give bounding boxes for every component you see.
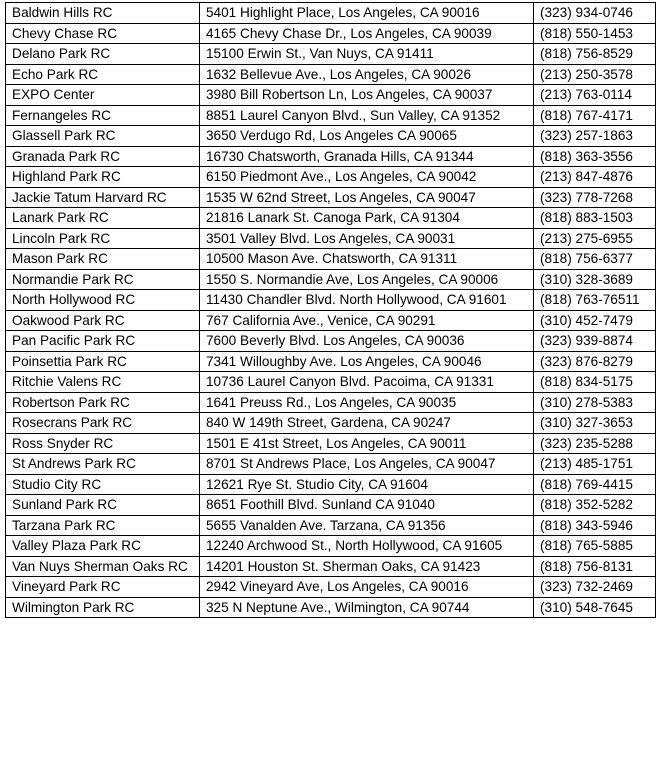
table-row [6,105,656,126]
phone-cell: (818) 767-4171 [534,105,656,126]
center-name-cell: Granada Park RC [6,146,200,167]
address-cell: 3501 Valley Blvd. Los Angeles, CA 90031 [200,228,534,249]
center-name-cell: EXPO Center [6,85,200,106]
phone-cell: (818) 343-5946 [534,515,656,536]
table-row [6,331,656,352]
center-name-cell: Van Nuys Sherman Oaks RC [6,556,200,577]
table-row [6,372,656,393]
phone-cell: (213) 847-4876 [534,167,656,188]
phone-cell: (818) 756-6377 [534,249,656,270]
table-row [6,433,656,454]
phone-cell: (818) 352-5282 [534,495,656,516]
address-cell: 21816 Lanark St. Canoga Park, CA 91304 [200,208,534,229]
address-cell: 15100 Erwin St., Van Nuys, CA 91411 [200,44,534,65]
address-cell: 12240 Archwood St., North Hollywood, CA 91605 [200,536,534,557]
center-name-cell: Mason Park RC [6,249,200,270]
center-name-cell: Pan Pacific Park RC [6,331,200,352]
address-cell: 14201 Houston St. Sherman Oaks, CA 91423 [200,556,534,577]
recreation-centers-table [5,2,656,618]
phone-cell: (818) 756-8529 [534,44,656,65]
center-name-cell: Jackie Tatum Harvard RC [6,187,200,208]
center-name-cell: Oakwood Park RC [6,310,200,331]
center-name-cell: Highland Park RC [6,167,200,188]
center-name-cell: Tarzana Park RC [6,515,200,536]
address-cell: 5655 Vanalden Ave. Tarzana, CA 91356 [200,515,534,536]
table-row [6,474,656,495]
phone-cell: (818) 883-1503 [534,208,656,229]
table-row [6,249,656,270]
phone-cell: (323) 934-0746 [534,3,656,24]
phone-cell: (323) 876-8279 [534,351,656,372]
phone-cell: (213) 763-0114 [534,85,656,106]
table-row [6,392,656,413]
address-cell: 8701 St Andrews Place, Los Angeles, CA 90047 [200,454,534,475]
table-row [6,454,656,475]
table-body [6,3,656,618]
address-cell: 1501 E 41st Street, Los Angeles, CA 90011 [200,433,534,454]
table-row [6,536,656,557]
table-row [6,495,656,516]
phone-cell: (818) 550-1453 [534,23,656,44]
table-row [6,269,656,290]
table-row [6,85,656,106]
phone-cell: (310) 278-5383 [534,392,656,413]
address-cell: 10736 Laurel Canyon Blvd. Pacoima, CA 91331 [200,372,534,393]
table-row [6,44,656,65]
address-cell: 3650 Verdugo Rd, Los Angeles CA 90065 [200,126,534,147]
table-row [6,64,656,85]
address-cell: 5401 Highlight Place, Los Angeles, CA 90016 [200,3,534,24]
table-row [6,228,656,249]
table-row [6,310,656,331]
address-cell: 2942 Vineyard Ave, Los Angeles, CA 90016 [200,577,534,598]
center-name-cell: Vineyard Park RC [6,577,200,598]
address-cell: 767 California Ave., Venice, CA 90291 [200,310,534,331]
phone-cell: (213) 275-6955 [534,228,656,249]
phone-cell: (818) 765-5885 [534,536,656,557]
center-name-cell: Robertson Park RC [6,392,200,413]
center-name-cell: Baldwin Hills RC [6,3,200,24]
phone-cell: (310) 548-7645 [534,597,656,618]
table-row [6,577,656,598]
address-cell: 11430 Chandler Blvd. North Hollywood, CA 91601 [200,290,534,311]
center-name-cell: Poinsettia Park RC [6,351,200,372]
phone-cell: (310) 452-7479 [534,310,656,331]
center-name-cell: Echo Park RC [6,64,200,85]
phone-cell: (818) 834-5175 [534,372,656,393]
address-cell: 840 W 149th Street, Gardena, CA 90247 [200,413,534,434]
center-name-cell: Rosecrans Park RC [6,413,200,434]
table-row [6,167,656,188]
address-cell: 8651 Foothill Blvd. Sunland CA 91040 [200,495,534,516]
address-cell: 12621 Rye St. Studio City, CA 91604 [200,474,534,495]
phone-cell: (323) 939-8874 [534,331,656,352]
table-row [6,146,656,167]
center-name-cell: Studio City RC [6,474,200,495]
table-row [6,3,656,24]
address-cell: 16730 Chatsworth, Granada Hills, CA 91344 [200,146,534,167]
table-row [6,351,656,372]
address-cell: 1535 W 62nd Street, Los Angeles, CA 90047 [200,187,534,208]
address-cell: 1641 Preuss Rd., Los Angeles, CA 90035 [200,392,534,413]
table-row [6,187,656,208]
phone-cell: (310) 327-3653 [534,413,656,434]
phone-cell: (818) 363-3556 [534,146,656,167]
center-name-cell: Sunland Park RC [6,495,200,516]
address-cell: 10500 Mason Ave. Chatsworth, CA 91311 [200,249,534,270]
table-row [6,126,656,147]
table-row [6,515,656,536]
phone-cell: (323) 257-1863 [534,126,656,147]
address-cell: 7341 Willoughby Ave. Los Angeles, CA 90046 [200,351,534,372]
phone-cell: (213) 250-3578 [534,64,656,85]
center-name-cell: Lanark Park RC [6,208,200,229]
table-row [6,290,656,311]
center-name-cell: Ritchie Valens RC [6,372,200,393]
center-name-cell: Normandie Park RC [6,269,200,290]
address-cell: 6150 Piedmont Ave., Los Angeles, CA 90042 [200,167,534,188]
address-cell: 3980 Bill Robertson Ln, Los Angeles, CA 90037 [200,85,534,106]
center-name-cell: St Andrews Park RC [6,454,200,475]
center-name-cell: Valley Plaza Park RC [6,536,200,557]
center-name-cell: Delano Park RC [6,44,200,65]
phone-cell: (323) 778-7268 [534,187,656,208]
phone-cell: (213) 485-1751 [534,454,656,475]
center-name-cell: Wilmington Park RC [6,597,200,618]
center-name-cell: Chevy Chase RC [6,23,200,44]
address-cell: 7600 Beverly Blvd. Los Angeles, CA 90036 [200,331,534,352]
address-cell: 4165 Chevy Chase Dr., Los Angeles, CA 90039 [200,23,534,44]
phone-cell: (323) 732-2469 [534,577,656,598]
center-name-cell: Fernangeles RC [6,105,200,126]
center-name-cell: Lincoln Park RC [6,228,200,249]
phone-cell: (310) 328-3689 [534,269,656,290]
table-row [6,413,656,434]
address-cell: 325 N Neptune Ave., Wilmington, CA 90744 [200,597,534,618]
center-name-cell: Ross Snyder RC [6,433,200,454]
center-name-cell: North Hollywood RC [6,290,200,311]
table-row [6,597,656,618]
address-cell: 8851 Laurel Canyon Blvd., Sun Valley, CA 91352 [200,105,534,126]
phone-cell: (818) 769-4415 [534,474,656,495]
center-name-cell: Glassell Park RC [6,126,200,147]
address-cell: 1632 Bellevue Ave., Los Angeles, CA 90026 [200,64,534,85]
address-cell: 1550 S. Normandie Ave, Los Angeles, CA 90006 [200,269,534,290]
table-row [6,208,656,229]
phone-cell: (323) 235-5288 [534,433,656,454]
table-row [6,23,656,44]
phone-cell: (818) 763-76511 [534,290,656,311]
table-row [6,556,656,577]
phone-cell: (818) 756-8131 [534,556,656,577]
